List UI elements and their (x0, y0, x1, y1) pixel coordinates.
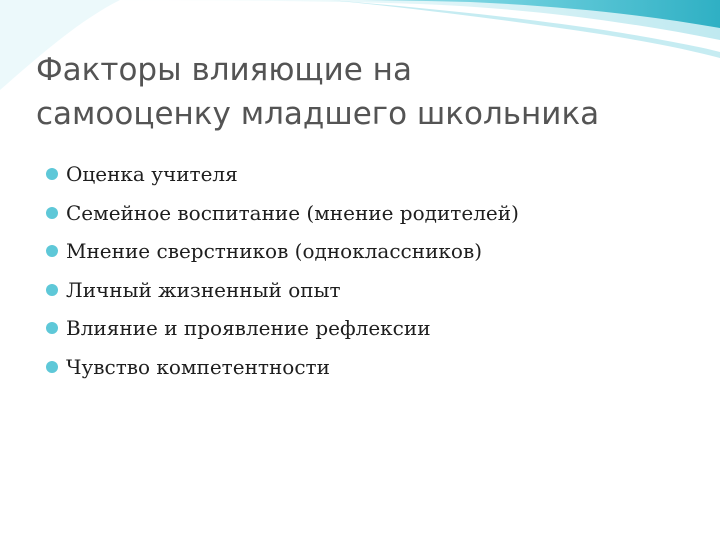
slide-title (36, 48, 716, 136)
bullet-dot-icon (46, 322, 58, 334)
bullet-item-teacher-assessment (46, 155, 519, 194)
bullet-item-reflection (46, 309, 519, 348)
slide-title-line-1: Факторы влияющие на (36, 52, 412, 88)
slide-title-line-2: самооценку младшего школьника (36, 96, 600, 132)
bullet-text: Чувство компетентности (66, 354, 330, 379)
bullet-item-life-experience (46, 271, 519, 310)
bullet-item-peer-opinion (46, 232, 519, 271)
bullet-dot-icon (46, 168, 58, 180)
bullet-text: Личный жизненный опыт (66, 277, 341, 302)
bullet-dot-icon (46, 245, 58, 257)
bullet-list (46, 155, 519, 386)
bullet-item-competence (46, 348, 519, 387)
bullet-text: Семейное воспитание (мнение родителей) (66, 200, 519, 225)
bullet-dot-icon (46, 284, 58, 296)
bullet-text: Оценка учителя (66, 162, 238, 186)
bullet-dot-icon (46, 207, 58, 219)
bullet-text: Мнение сверстников (одноклассников) (66, 239, 483, 263)
bullet-dot-icon (46, 361, 58, 373)
bullet-text: Влияние и проявление рефлексии (66, 316, 431, 340)
bullet-item-family-upbringing (46, 194, 519, 233)
